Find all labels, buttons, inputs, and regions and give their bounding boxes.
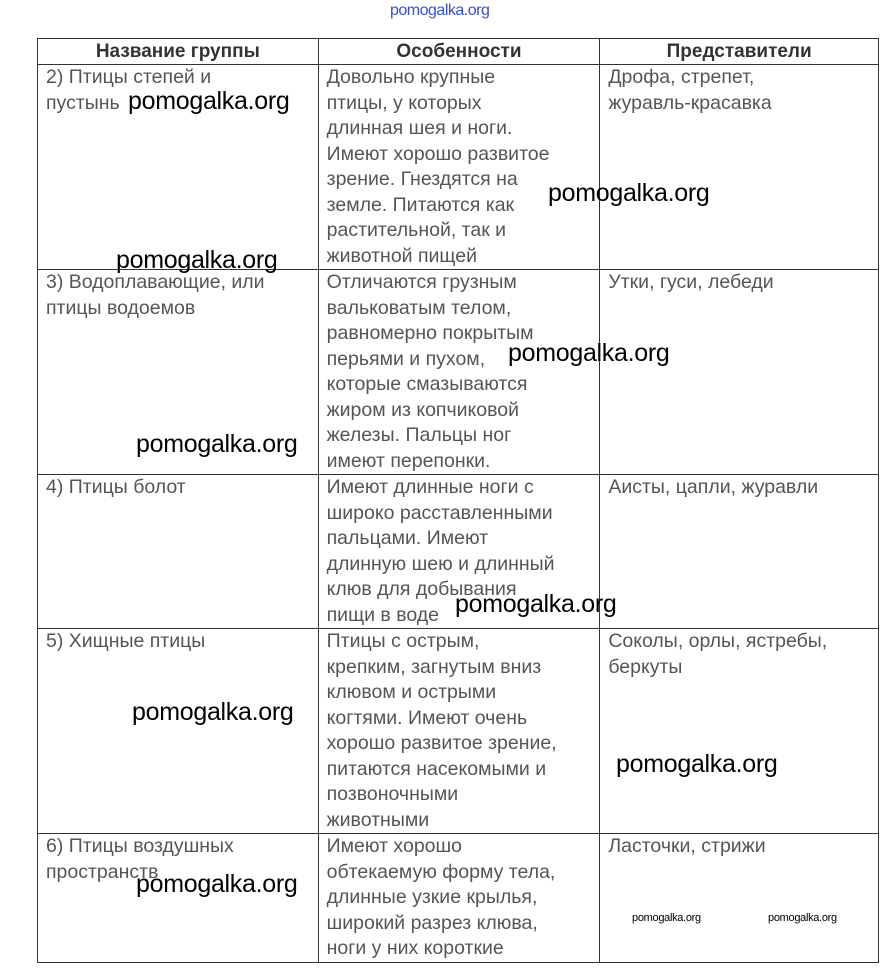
cell-line: позвоночными [326, 783, 459, 805]
cell-line: птицы водоемов [46, 296, 196, 319]
cell-line: равномерно покрытым [326, 322, 534, 344]
cell-line: растительной, так и [326, 219, 507, 241]
cell-line: длинную шею и длинный [326, 552, 555, 575]
header-members: Представители [600, 39, 879, 65]
watermark: pomogalka.org [632, 912, 701, 924]
cell-line: клювом и острыми [326, 681, 497, 703]
watermark: pomogalka.org [548, 179, 710, 207]
group-cell [38, 834, 319, 963]
watermark: pomogalka.org [128, 87, 290, 115]
group-cell [38, 475, 319, 629]
watermark: pomogalka.org [616, 750, 778, 778]
cell-line: пустынь [46, 91, 120, 114]
cell-line: Аисты, цапли, журавли [608, 476, 819, 498]
cell-line: Имеют хорошо [326, 835, 462, 857]
cell-line: питаются насекомыми и [326, 757, 547, 780]
cell-line: хорошо развитое зрение, [326, 732, 557, 754]
watermark: pomogalka.org [508, 339, 670, 367]
cell-line: Имеют хорошо развитое [326, 142, 550, 165]
cell-line: Дрофа, стрепет, [608, 66, 755, 88]
cell-line: журавль-красавка [608, 91, 772, 114]
cell-line: земле. Питаются как [326, 193, 515, 216]
members-cell [600, 834, 879, 963]
watermark: pomogalka.org [116, 246, 278, 274]
cell-line: имеют перепонки. [326, 449, 491, 472]
cell-line: ноги у них короткие [326, 937, 504, 959]
cell-line: пищи в воде [326, 603, 439, 626]
members-cell [600, 629, 879, 834]
cell-line: 5) Хищные птицы [46, 630, 206, 652]
watermark: pomogalka.org [455, 590, 617, 618]
members-cell [600, 65, 879, 270]
cell-line: перьями и пухом, [326, 347, 486, 370]
cell-line: железы. Пальцы ног [326, 424, 512, 446]
watermark: pomogalka.org [136, 870, 298, 898]
header-group: Название группы [38, 39, 319, 65]
cell-line: Птицы с острым, [326, 630, 480, 652]
cell-line: пальцами. Имеют [326, 527, 489, 549]
cell-line: Ласточки, стрижи [608, 835, 766, 857]
cell-line: длинные узкие крылья, [326, 886, 538, 908]
cell-line: когтями. Имеют очень [326, 706, 528, 729]
cell-line: пространств [46, 860, 159, 883]
members-cell [600, 475, 879, 629]
cell-line: Имеют длинные ноги с [326, 476, 534, 498]
table-row [38, 629, 879, 834]
group-cell [38, 629, 319, 834]
cell-line: Утки, гуси, лебеди [608, 271, 774, 293]
features-cell [318, 834, 600, 963]
features-cell [318, 629, 600, 834]
cell-line: обтекаемую форму тела, [326, 860, 556, 883]
watermark: pomogalka.org [136, 430, 298, 458]
top-watermark: pomogalka.org [390, 2, 490, 19]
cell-line: широко расставленными [326, 501, 553, 524]
cell-line: длинная шея и ноги. [326, 117, 513, 139]
cell-line: Соколы, орлы, ястребы, [608, 630, 828, 652]
cell-line: Довольно крупные [326, 66, 496, 88]
cell-line: 3) Водоплавающие, или [46, 271, 265, 293]
cell-line: животными [326, 808, 430, 831]
table-row [38, 834, 879, 963]
cell-line: 6) Птицы воздушных [46, 835, 234, 857]
cell-line: жиром из копчиковой [326, 398, 520, 421]
cell-line: 4) Птицы болот [46, 476, 186, 498]
cell-line: зрение. Гнездятся на [326, 168, 518, 190]
header-features: Особенности [318, 39, 600, 65]
cell-line: крепким, загнутым вниз [326, 655, 542, 678]
cell-line: беркуты [608, 655, 683, 678]
members-cell [600, 270, 879, 475]
cell-line: животной пищей [326, 244, 477, 267]
cell-line: птицы, у которых [326, 91, 482, 114]
watermark: pomogalka.org [132, 698, 294, 726]
cell-line: Отличаются грузным [326, 271, 517, 293]
cell-line: клюв для добывания [326, 578, 517, 600]
header-row [38, 39, 879, 65]
cell-line: 2) Птицы степей и [46, 66, 212, 88]
cell-line: которые смазываются [326, 373, 528, 395]
features-cell [318, 270, 600, 475]
birds-table [37, 38, 879, 963]
watermark: pomogalka.org [768, 912, 837, 924]
cell-line: широкий разрез клюва, [326, 911, 538, 934]
features-cell [318, 65, 600, 270]
cell-line: вальковатым телом, [326, 296, 512, 319]
